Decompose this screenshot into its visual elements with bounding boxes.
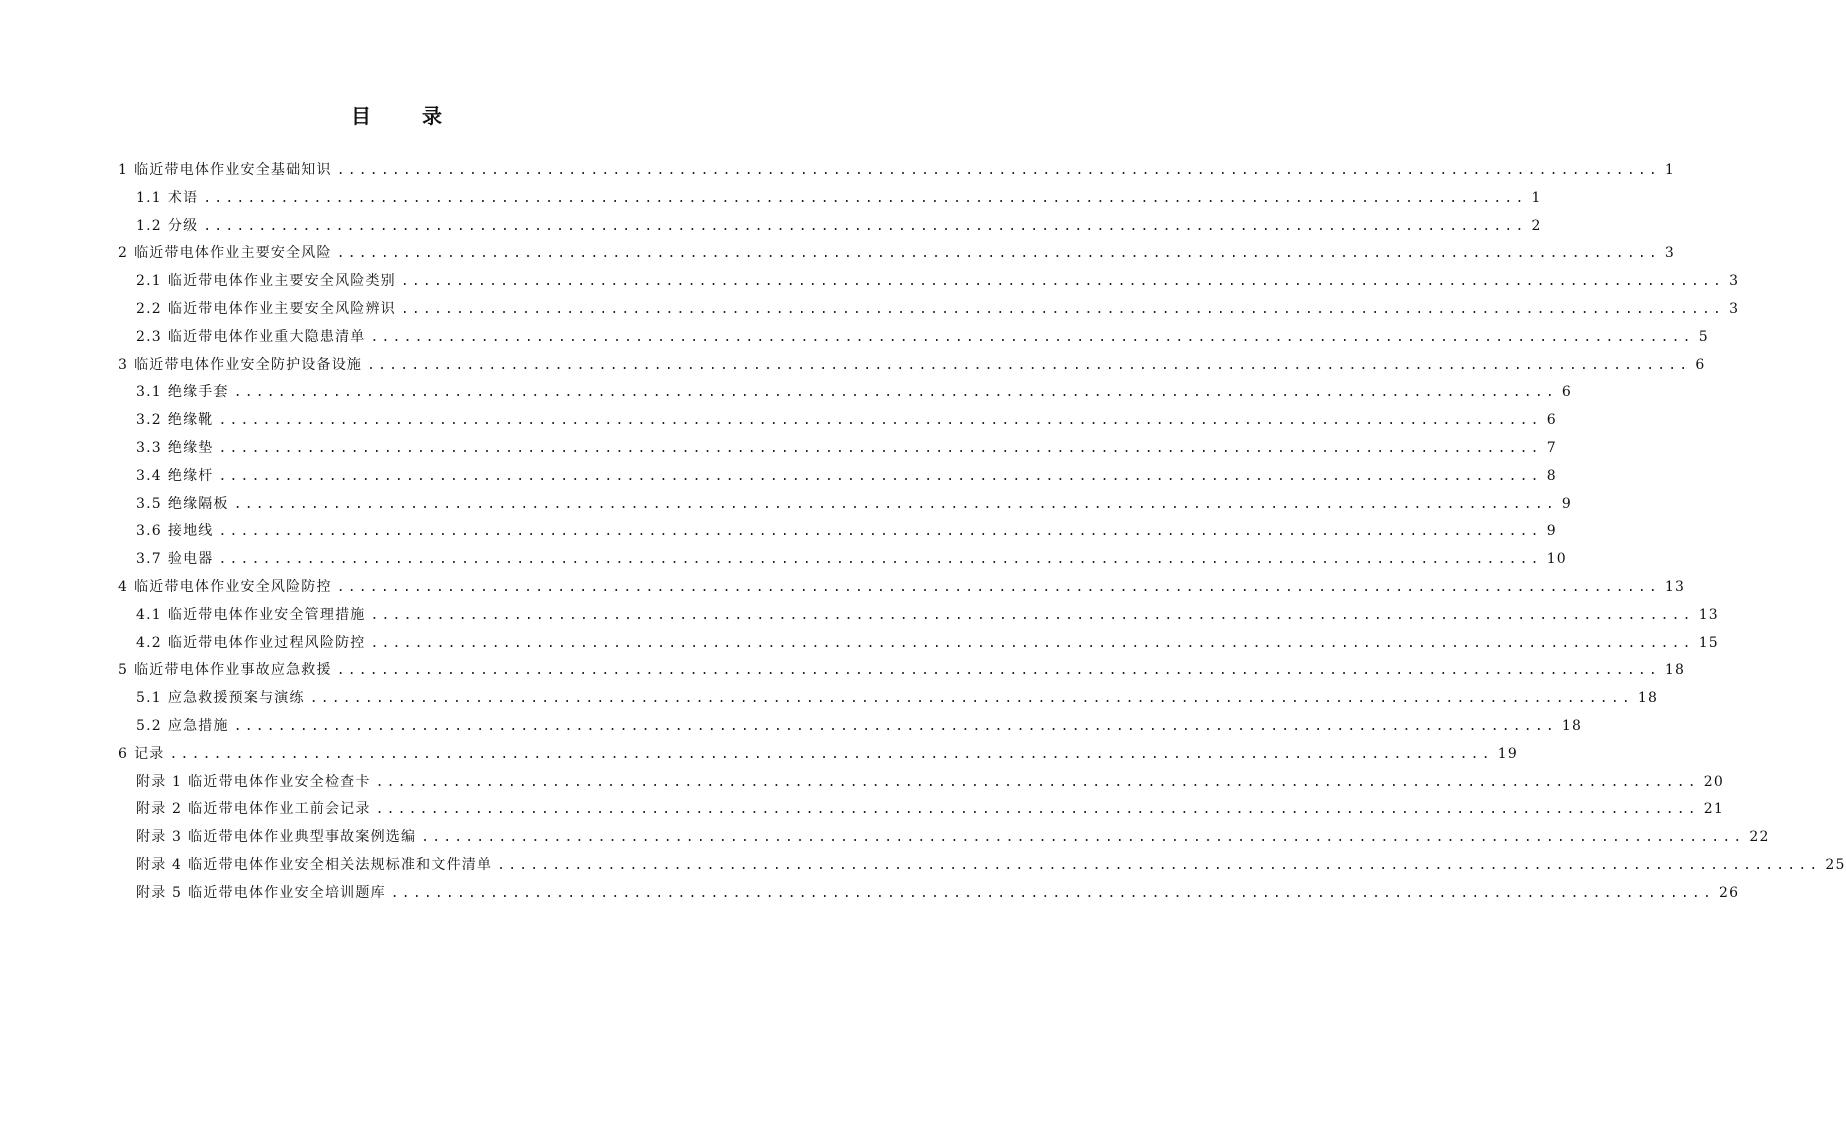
toc-leader-dots: ........................................................................................................................ (400, 301, 1725, 317)
toc-leader-dots: ........................................................................................................................ (390, 885, 1714, 901)
toc-entry[interactable] (118, 796, 1724, 824)
toc-entry-label: 接地线 (167, 523, 214, 540)
toc-entry-label: 临近带电体作业主要安全风险辨识 (167, 300, 396, 317)
toc-entry[interactable] (118, 324, 1709, 352)
toc-entry-number: 4.2 (136, 634, 162, 651)
toc-entry[interactable] (118, 407, 1557, 435)
toc-entry-number: 4 (118, 578, 129, 595)
toc-entry-page: 3 (1729, 300, 1740, 317)
toc-entry-page: 22 (1749, 829, 1770, 846)
toc-leader-dots: ........................................................................................................................ (367, 357, 1691, 373)
toc-entry[interactable] (118, 213, 1542, 241)
toc-entry-page: 10 (1546, 551, 1567, 568)
toc-entry-label: 绝缘垫 (167, 439, 214, 456)
toc-leader-dots: ........................................................................................................................ (233, 496, 1557, 512)
toc-entry-page: 1 (1664, 162, 1676, 178)
toc-entry-number: 附录 5 (136, 884, 183, 901)
toc-entry-number: 5 (118, 662, 129, 679)
toc-entry-number: 2.1 (136, 273, 162, 290)
toc-leader-dots: ........................................................................................................................ (336, 579, 1660, 595)
toc-leader-dots: ........................................................................................................................ (203, 218, 1527, 234)
toc-entry-number: 3.2 (136, 412, 162, 429)
toc-entry-page: 9 (1546, 523, 1557, 540)
toc-entry[interactable] (118, 157, 1676, 185)
toc-leader-dots: ........................................................................................................................ (421, 830, 1745, 846)
toc-entry-label: 应急措施 (167, 717, 229, 734)
toc-entry-number: 1 (118, 162, 129, 178)
toc-entry-page: 5 (1698, 328, 1709, 345)
toc-entry[interactable] (118, 518, 1557, 546)
toc-leader-dots: ........................................................................................................................ (233, 385, 1557, 401)
toc-entry-number: 附录 4 (136, 856, 183, 873)
toc-entry-page: 20 (1703, 773, 1724, 790)
toc-entry-page: 18 (1664, 662, 1686, 679)
toc-entry-label: 记录 (134, 745, 165, 762)
toc-entry[interactable] (118, 741, 1518, 769)
toc-entry-page: 25 (1825, 856, 1846, 873)
toc-leader-dots: ........................................................................................................................ (233, 718, 1557, 734)
toc-entry-number: 3.5 (136, 495, 162, 512)
toc-entry[interactable] (118, 379, 1572, 407)
toc-entry-label: 分级 (167, 217, 199, 234)
toc-leader-dots: ........................................................................................................................ (336, 246, 1660, 262)
toc-entry[interactable] (118, 824, 1770, 852)
toc-leader-dots: ........................................................................................................................ (370, 329, 1694, 345)
toc-entry-page: 21 (1703, 801, 1724, 818)
toc-entry-page: 19 (1497, 745, 1518, 762)
toc-entry-number: 1.1 (136, 189, 162, 206)
toc-entry-page: 13 (1698, 606, 1719, 623)
toc-entry[interactable] (118, 435, 1557, 463)
toc-entry[interactable] (118, 546, 1567, 574)
toc-entry-page: 6 (1561, 384, 1572, 401)
toc-entry-label: 临近带电体作业事故应急救援 (134, 662, 332, 679)
toc-entry-label: 临近带电体作业重大隐患清单 (167, 328, 366, 345)
toc-entry-page: 15 (1698, 634, 1719, 651)
toc-entry-number: 3.3 (136, 439, 162, 456)
toc-entry-page: 2 (1531, 217, 1542, 234)
toc-entry-label: 术语 (167, 189, 199, 206)
toc-entry-number: 2 (118, 245, 129, 262)
toc-entry-label: 临近带电体作业过程风险防控 (167, 634, 366, 651)
toc-entry[interactable] (118, 296, 1740, 324)
toc-leader-dots: ........................................................................................................................ (375, 774, 1699, 790)
toc-entry[interactable] (118, 685, 1659, 713)
toc-entry[interactable] (118, 880, 1740, 908)
toc-entry[interactable] (118, 852, 1846, 880)
toc-entry-page: 1 (1531, 189, 1542, 206)
toc-entry-page: 3 (1729, 273, 1740, 290)
toc-entry-page: 7 (1546, 439, 1557, 456)
toc-entry-page: 6 (1695, 356, 1706, 373)
toc-entry-label: 临近带电体作业安全基础知识 (134, 162, 332, 178)
toc-entry-number: 2.2 (136, 300, 162, 317)
toc-leader-dots: ........................................................................................................................ (218, 552, 1542, 568)
toc-entry-label: 临近带电体作业安全管理措施 (167, 606, 366, 623)
toc-entry[interactable] (118, 630, 1719, 658)
toc-entry-label: 绝缘靴 (167, 412, 214, 429)
toc-entry-page: 8 (1546, 467, 1557, 484)
toc-entry-page: 9 (1561, 495, 1572, 512)
toc-leader-dots: ........................................................................................................................ (370, 607, 1694, 623)
toc-leader-dots: ........................................................................................................................ (169, 746, 1493, 762)
toc-entry-number: 3 (118, 356, 129, 373)
toc-leader-dots: ........................................................................................................................ (370, 635, 1694, 651)
toc-entry-page: 13 (1664, 578, 1686, 595)
toc-entry-page: 18 (1561, 717, 1583, 734)
toc-entry-label: 临近带电体作业安全相关法规标准和文件清单 (188, 856, 493, 873)
toc-entry[interactable] (118, 574, 1686, 602)
toc-entry-label: 临近带电体作业主要安全风险类别 (167, 273, 396, 290)
toc-entry-number: 3.6 (136, 523, 162, 540)
toc-entry[interactable] (118, 240, 1676, 268)
toc-entry-label: 绝缘杆 (167, 467, 214, 484)
toc-entry-number: 5.2 (136, 717, 162, 734)
toc-entry-number: 附录 1 (136, 773, 183, 790)
toc-leader-dots: ........................................................................................................................ (497, 857, 1821, 873)
toc-entry-label: 验电器 (167, 551, 214, 568)
toc-entry-page: 6 (1546, 412, 1557, 429)
toc-entry-page: 26 (1718, 884, 1740, 901)
toc-leader-dots: ........................................................................................................................ (218, 468, 1542, 484)
toc-entry-page: 3 (1664, 245, 1676, 262)
toc-entry-number: 5.1 (136, 690, 162, 707)
toc-leader-dots: ........................................................................................................................ (375, 802, 1699, 818)
toc-entry-number: 1.2 (136, 217, 162, 234)
toc-entry-label: 临近带电体作业安全风险防控 (134, 578, 332, 595)
toc-entry[interactable] (118, 713, 1583, 741)
toc-entry-number: 3.7 (136, 551, 162, 568)
toc-entry[interactable] (118, 491, 1572, 519)
page-title: 目 录 (351, 104, 464, 128)
toc-entry[interactable] (118, 769, 1724, 797)
toc-entry[interactable] (118, 657, 1686, 685)
toc-entry-number: 6 (118, 745, 129, 762)
table-of-contents (118, 157, 1846, 908)
toc-entry-label: 临近带电体作业工前会记录 (188, 801, 371, 818)
toc-leader-dots: ........................................................................................................................ (218, 440, 1542, 456)
toc-leader-dots: ........................................................................................................................ (203, 190, 1527, 206)
toc-entry-label: 绝缘手套 (167, 384, 229, 401)
toc-entry-number: 附录 3 (136, 829, 183, 846)
toc-leader-dots: ........................................................................................................................ (336, 663, 1660, 679)
toc-leader-dots: ........................................................................................................................ (400, 274, 1725, 290)
toc-entry[interactable] (118, 352, 1706, 380)
toc-entry-label: 临近带电体作业安全培训题库 (188, 884, 386, 901)
toc-leader-dots: ........................................................................................................................ (309, 691, 1633, 707)
toc-entry-number: 附录 2 (136, 801, 183, 818)
toc-entry-page: 18 (1637, 690, 1659, 707)
toc-entry-label: 绝缘隔板 (167, 495, 229, 512)
toc-entry-label: 临近带电体作业主要安全风险 (134, 245, 332, 262)
toc-entry-label: 临近带电体作业安全检查卡 (188, 773, 371, 790)
toc-entry[interactable] (118, 185, 1542, 213)
toc-entry-label: 应急救援预案与演练 (167, 690, 305, 707)
toc-entry[interactable] (118, 268, 1740, 296)
toc-entry-label: 临近带电体作业安全防护设备设施 (134, 356, 363, 373)
toc-entry-number: 3.1 (136, 384, 162, 401)
toc-entry-label: 临近带电体作业典型事故案例选编 (188, 829, 417, 846)
toc-leader-dots: ........................................................................................................................ (218, 524, 1542, 540)
toc-leader-dots: ........................................................................................................................ (218, 413, 1542, 429)
toc-leader-dots: ........................................................................................................................ (336, 163, 1660, 178)
toc-entry-number: 3.4 (136, 467, 162, 484)
toc-entry[interactable] (118, 602, 1719, 630)
toc-entry[interactable] (118, 463, 1557, 491)
toc-entry-number: 4.1 (136, 606, 162, 623)
toc-entry-number: 2.3 (136, 328, 162, 345)
